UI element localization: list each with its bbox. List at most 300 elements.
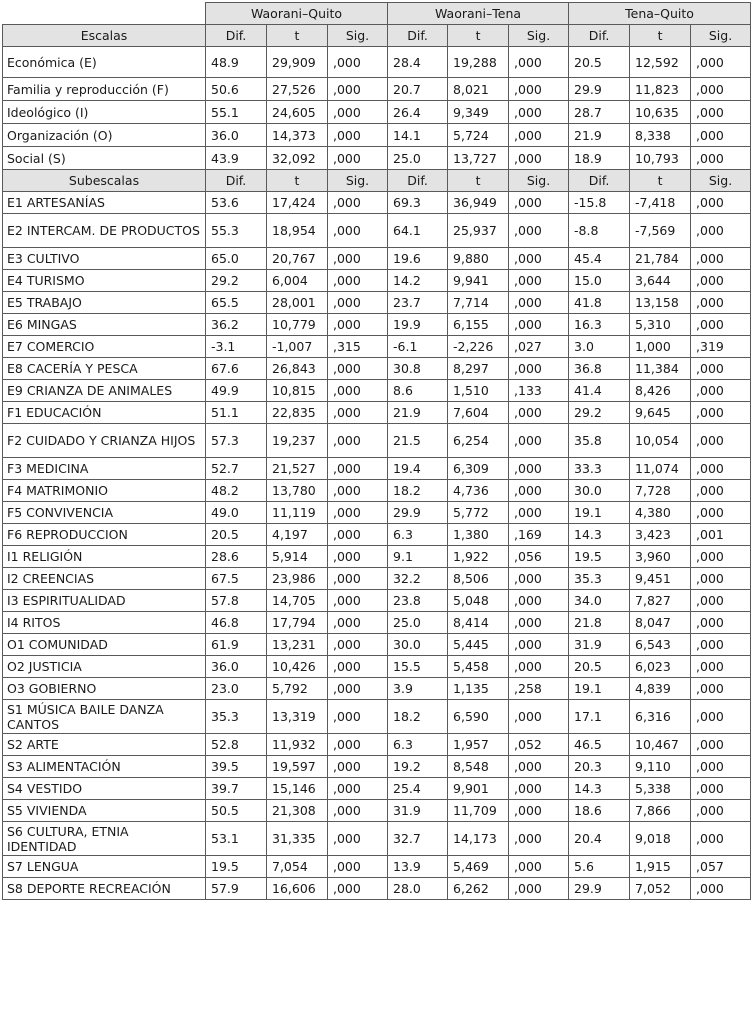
cell-dif: 51.1 [206, 402, 267, 424]
cell-sig: ,000 [509, 700, 569, 734]
cell-dif: 19.1 [569, 502, 630, 524]
cell-sig: ,000 [328, 612, 388, 634]
subscales-header-row [3, 170, 751, 192]
cell-sig: ,000 [328, 634, 388, 656]
subscale-row [3, 800, 751, 822]
cell-sig: ,000 [509, 124, 569, 147]
cell-sig: ,000 [691, 248, 751, 270]
cell-t: 6,155 [448, 314, 509, 336]
group-header-waorani-quito: Waorani–Quito [206, 3, 388, 25]
cell-dif: 28.7 [569, 101, 630, 124]
cell-t: 6,309 [448, 458, 509, 480]
col-header-sig: Sig. [691, 25, 751, 47]
cell-t: 24,605 [267, 101, 328, 124]
cell-sig: ,000 [691, 778, 751, 800]
subscale-row [3, 248, 751, 270]
cell-dif: 29.9 [569, 78, 630, 101]
cell-t: -7,418 [630, 192, 691, 214]
cell-t: 8,548 [448, 756, 509, 778]
cell-t: 10,635 [630, 101, 691, 124]
cell-sig: ,000 [328, 800, 388, 822]
cell-dif: 16.3 [569, 314, 630, 336]
cell-sig: ,000 [691, 214, 751, 248]
cell-sig: ,000 [328, 856, 388, 878]
cell-sig: ,000 [509, 78, 569, 101]
cell-sig: ,000 [328, 214, 388, 248]
cell-t: 6,543 [630, 634, 691, 656]
subscales-body [3, 192, 751, 900]
subscale-row [3, 656, 751, 678]
cell-t: 8,414 [448, 612, 509, 634]
cell-t: 9,451 [630, 568, 691, 590]
row-label: S1 MÚSICA BAILE DANZA CANTOS [3, 700, 206, 734]
row-label: S5 VIVIENDA [3, 800, 206, 822]
cell-sig: ,000 [691, 734, 751, 756]
row-label: O1 COMUNIDAD [3, 634, 206, 656]
scales-body [3, 47, 751, 170]
subscale-row [3, 590, 751, 612]
cell-t: 13,319 [267, 700, 328, 734]
row-label: E6 MINGAS [3, 314, 206, 336]
cell-dif: 41.4 [569, 380, 630, 402]
cell-t: 21,308 [267, 800, 328, 822]
col-header-sig: Sig. [328, 25, 388, 47]
cell-dif: 26.4 [388, 101, 448, 124]
cell-sig: ,000 [691, 147, 751, 170]
cell-dif: 34.0 [569, 590, 630, 612]
cell-t: 9,901 [448, 778, 509, 800]
col-header-t: t [630, 170, 691, 192]
cell-t: 6,004 [267, 270, 328, 292]
col-header-dif: Dif. [388, 25, 448, 47]
subscale-row [3, 678, 751, 700]
cell-dif: 36.0 [206, 124, 267, 147]
cell-sig: ,000 [328, 778, 388, 800]
row-label: Ideológico (I) [3, 101, 206, 124]
cell-dif: 61.9 [206, 634, 267, 656]
cell-dif: 21.9 [569, 124, 630, 147]
cell-dif: 5.6 [569, 856, 630, 878]
col-header-sig: Sig. [691, 170, 751, 192]
cell-sig: ,000 [328, 546, 388, 568]
cell-dif: 29.2 [569, 402, 630, 424]
cell-dif: 3.0 [569, 336, 630, 358]
cell-dif: 57.3 [206, 424, 267, 458]
cell-t: -2,226 [448, 336, 509, 358]
cell-dif: 14.1 [388, 124, 448, 147]
cell-dif: 25.0 [388, 147, 448, 170]
cell-dif: 28.4 [388, 47, 448, 78]
cell-t: 9,349 [448, 101, 509, 124]
corner-cell [3, 3, 206, 25]
cell-t: 14,373 [267, 124, 328, 147]
cell-t: 10,426 [267, 656, 328, 678]
cell-t: 9,941 [448, 270, 509, 292]
cell-t: 5,724 [448, 124, 509, 147]
cell-t: 7,604 [448, 402, 509, 424]
row-label: S8 DEPORTE RECREACIÓN [3, 878, 206, 900]
cell-sig: ,000 [328, 524, 388, 546]
subscale-row [3, 402, 751, 424]
subscale-row [3, 546, 751, 568]
cell-sig: ,000 [691, 192, 751, 214]
cell-sig: ,000 [509, 292, 569, 314]
cell-sig: ,000 [328, 502, 388, 524]
cell-t: 1,922 [448, 546, 509, 568]
cell-dif: 3.9 [388, 678, 448, 700]
cell-dif: -8.8 [569, 214, 630, 248]
cell-t: 31,335 [267, 822, 328, 856]
cell-sig: ,000 [691, 101, 751, 124]
scale-row [3, 78, 751, 101]
comparison-table [2, 2, 751, 900]
subscales-label: Subescalas [3, 170, 206, 192]
cell-sig: ,000 [328, 568, 388, 590]
cell-t: 13,158 [630, 292, 691, 314]
cell-t: 8,426 [630, 380, 691, 402]
cell-sig: ,000 [509, 248, 569, 270]
cell-dif: 48.9 [206, 47, 267, 78]
cell-dif: 6.3 [388, 734, 448, 756]
row-label: E3 CULTIVO [3, 248, 206, 270]
cell-t: 7,714 [448, 292, 509, 314]
cell-sig: ,000 [328, 402, 388, 424]
cell-t: 14,705 [267, 590, 328, 612]
cell-t: 12,592 [630, 47, 691, 78]
cell-dif: 14.3 [569, 778, 630, 800]
cell-dif: 19.1 [569, 678, 630, 700]
row-label: E2 INTERCAM. DE PRODUCTOS [3, 214, 206, 248]
cell-sig: ,000 [328, 147, 388, 170]
cell-dif: 17.1 [569, 700, 630, 734]
cell-sig: ,000 [509, 192, 569, 214]
cell-dif: 48.2 [206, 480, 267, 502]
cell-dif: 35.3 [569, 568, 630, 590]
cell-sig: ,000 [509, 458, 569, 480]
cell-sig: ,000 [691, 656, 751, 678]
cell-sig: ,000 [509, 480, 569, 502]
cell-sig: ,000 [691, 800, 751, 822]
cell-t: 4,839 [630, 678, 691, 700]
cell-t: 29,909 [267, 47, 328, 78]
cell-sig: ,000 [328, 656, 388, 678]
subscales-header [3, 170, 751, 192]
cell-dif: 18.6 [569, 800, 630, 822]
cell-sig: ,000 [328, 678, 388, 700]
cell-sig: ,000 [509, 270, 569, 292]
cell-sig: ,000 [328, 424, 388, 458]
cell-t: 6,262 [448, 878, 509, 900]
cell-sig: ,000 [509, 656, 569, 678]
cell-sig: ,056 [509, 546, 569, 568]
cell-dif: 18.9 [569, 147, 630, 170]
cell-sig: ,000 [328, 248, 388, 270]
cell-sig: ,000 [509, 634, 569, 656]
subscale-row [3, 778, 751, 800]
cell-t: 5,469 [448, 856, 509, 878]
subscale-row [3, 480, 751, 502]
cell-sig: ,000 [509, 878, 569, 900]
cell-t: 9,880 [448, 248, 509, 270]
cell-sig: ,000 [509, 424, 569, 458]
cell-dif: 21.8 [569, 612, 630, 634]
col-header-dif: Dif. [569, 25, 630, 47]
cell-dif: 19.6 [388, 248, 448, 270]
cell-t: 21,527 [267, 458, 328, 480]
cell-dif: 45.4 [569, 248, 630, 270]
row-label: F2 CUIDADO Y CRIANZA HIJOS [3, 424, 206, 458]
cell-dif: 67.6 [206, 358, 267, 380]
cell-sig: ,000 [328, 47, 388, 78]
cell-sig: ,000 [328, 734, 388, 756]
cell-t: 5,772 [448, 502, 509, 524]
cell-dif: 19.5 [569, 546, 630, 568]
row-label: E1 ARTESANÍAS [3, 192, 206, 214]
cell-t: 15,146 [267, 778, 328, 800]
cell-t: 1,915 [630, 856, 691, 878]
col-header-t: t [267, 25, 328, 47]
cell-sig: ,000 [509, 568, 569, 590]
cell-t: 5,048 [448, 590, 509, 612]
cell-sig: ,000 [328, 314, 388, 336]
group-header-waorani-tena: Waorani–Tena [388, 3, 569, 25]
cell-dif: 21.9 [388, 402, 448, 424]
cell-t: 11,932 [267, 734, 328, 756]
cell-dif: 15.5 [388, 656, 448, 678]
cell-t: 1,000 [630, 336, 691, 358]
cell-t: 1,510 [448, 380, 509, 402]
subscale-row [3, 568, 751, 590]
cell-sig: ,000 [509, 856, 569, 878]
subscale-row [3, 270, 751, 292]
cell-t: 21,784 [630, 248, 691, 270]
cell-sig: ,000 [509, 358, 569, 380]
cell-dif: 57.9 [206, 878, 267, 900]
cell-sig: ,000 [691, 480, 751, 502]
cell-t: 10,793 [630, 147, 691, 170]
cell-t: 36,949 [448, 192, 509, 214]
cell-sig: ,000 [328, 380, 388, 402]
cell-sig: ,000 [509, 612, 569, 634]
cell-t: 3,423 [630, 524, 691, 546]
col-header-sig: Sig. [509, 25, 569, 47]
cell-sig: ,000 [691, 700, 751, 734]
cell-sig: ,000 [509, 590, 569, 612]
cell-t: 7,827 [630, 590, 691, 612]
cell-sig: ,000 [328, 124, 388, 147]
cell-dif: 30.0 [388, 634, 448, 656]
cell-t: 11,384 [630, 358, 691, 380]
col-header-t: t [267, 170, 328, 192]
cell-sig: ,000 [509, 147, 569, 170]
cell-t: 18,954 [267, 214, 328, 248]
cell-t: 22,835 [267, 402, 328, 424]
cell-dif: 25.4 [388, 778, 448, 800]
cell-sig: ,000 [509, 756, 569, 778]
col-header-t: t [630, 25, 691, 47]
cell-sig: ,000 [509, 822, 569, 856]
cell-dif: 39.7 [206, 778, 267, 800]
cell-sig: ,000 [328, 358, 388, 380]
subscale-row [3, 756, 751, 778]
cell-t: 5,914 [267, 546, 328, 568]
cell-sig: ,000 [509, 778, 569, 800]
cell-dif: 23.7 [388, 292, 448, 314]
cell-dif: 55.3 [206, 214, 267, 248]
cell-dif: 23.0 [206, 678, 267, 700]
row-label: Familia y reproducción (F) [3, 78, 206, 101]
cell-sig: ,000 [328, 458, 388, 480]
subscale-row [3, 734, 751, 756]
cell-sig: ,000 [328, 756, 388, 778]
cell-sig: ,000 [328, 822, 388, 856]
cell-t: 10,467 [630, 734, 691, 756]
cell-t: 7,866 [630, 800, 691, 822]
col-header-t: t [448, 170, 509, 192]
cell-sig: ,000 [691, 424, 751, 458]
cell-dif: 52.7 [206, 458, 267, 480]
cell-sig: ,000 [509, 314, 569, 336]
cell-sig: ,000 [691, 678, 751, 700]
cell-dif: 65.5 [206, 292, 267, 314]
col-header-sig: Sig. [328, 170, 388, 192]
cell-t: 19,237 [267, 424, 328, 458]
cell-t: 5,445 [448, 634, 509, 656]
cell-dif: 69.3 [388, 192, 448, 214]
cell-sig: ,000 [691, 878, 751, 900]
cell-dif: 57.8 [206, 590, 267, 612]
col-header-dif: Dif. [388, 170, 448, 192]
row-label: F1 EDUCACIÓN [3, 402, 206, 424]
cell-sig: ,052 [509, 734, 569, 756]
cell-t: 6,590 [448, 700, 509, 734]
cell-t: 25,937 [448, 214, 509, 248]
cell-sig: ,169 [509, 524, 569, 546]
subscale-row [3, 524, 751, 546]
cell-t: 9,018 [630, 822, 691, 856]
cell-sig: ,000 [328, 878, 388, 900]
col-header-t: t [448, 25, 509, 47]
cell-dif: 20.3 [569, 756, 630, 778]
cell-t: 10,815 [267, 380, 328, 402]
cell-t: 6,023 [630, 656, 691, 678]
cell-sig: ,000 [691, 634, 751, 656]
cell-sig: ,000 [691, 314, 751, 336]
subscale-row [3, 634, 751, 656]
cell-dif: 30.0 [569, 480, 630, 502]
cell-t: 9,645 [630, 402, 691, 424]
cell-dif: 13.9 [388, 856, 448, 878]
scale-row [3, 101, 751, 124]
cell-t: 26,843 [267, 358, 328, 380]
cell-t: 14,173 [448, 822, 509, 856]
cell-dif: 65.0 [206, 248, 267, 270]
cell-dif: 36.0 [206, 656, 267, 678]
cell-sig: ,000 [691, 358, 751, 380]
cell-dif: 67.5 [206, 568, 267, 590]
cell-dif: 32.7 [388, 822, 448, 856]
subscale-row [3, 380, 751, 402]
cell-dif: 46.5 [569, 734, 630, 756]
cell-sig: ,000 [328, 700, 388, 734]
cell-t: -1,007 [267, 336, 328, 358]
row-label: S4 VESTIDO [3, 778, 206, 800]
cell-sig: ,000 [328, 101, 388, 124]
cell-sig: ,258 [509, 678, 569, 700]
cell-dif: 9.1 [388, 546, 448, 568]
cell-dif: 29.9 [388, 502, 448, 524]
cell-t: 1,135 [448, 678, 509, 700]
row-label: Organización (O) [3, 124, 206, 147]
cell-t: 3,960 [630, 546, 691, 568]
cell-dif: 32.2 [388, 568, 448, 590]
cell-dif: 50.6 [206, 78, 267, 101]
cell-t: 11,119 [267, 502, 328, 524]
subscale-row [3, 856, 751, 878]
cell-dif: 49.0 [206, 502, 267, 524]
cell-sig: ,000 [691, 402, 751, 424]
cell-t: 16,606 [267, 878, 328, 900]
row-label: I2 CREENCIAS [3, 568, 206, 590]
cell-dif: 50.5 [206, 800, 267, 822]
cell-t: 8,506 [448, 568, 509, 590]
row-label: F6 REPRODUCCION [3, 524, 206, 546]
row-label: I3 ESPIRITUALIDAD [3, 590, 206, 612]
cell-dif: 21.5 [388, 424, 448, 458]
cell-dif: 14.2 [388, 270, 448, 292]
cell-dif: -3.1 [206, 336, 267, 358]
cell-dif: 30.8 [388, 358, 448, 380]
subscale-row [3, 612, 751, 634]
cell-sig: ,000 [691, 590, 751, 612]
cell-dif: 64.1 [388, 214, 448, 248]
cell-dif: 15.0 [569, 270, 630, 292]
cell-sig: ,027 [509, 336, 569, 358]
cell-dif: 35.3 [206, 700, 267, 734]
cell-sig: ,000 [691, 546, 751, 568]
cell-t: 1,957 [448, 734, 509, 756]
cell-dif: 28.0 [388, 878, 448, 900]
row-label: E5 TRABAJO [3, 292, 206, 314]
cell-t: 17,794 [267, 612, 328, 634]
subscale-row [3, 214, 751, 248]
cell-dif: 36.8 [569, 358, 630, 380]
cell-t: 20,767 [267, 248, 328, 270]
subscale-row [3, 502, 751, 524]
cell-t: 13,780 [267, 480, 328, 502]
cell-t: 11,823 [630, 78, 691, 101]
cell-dif: 20.5 [206, 524, 267, 546]
cell-sig: ,000 [691, 270, 751, 292]
cell-sig: ,319 [691, 336, 751, 358]
col-header-sig: Sig. [509, 170, 569, 192]
row-label: S7 LENGUA [3, 856, 206, 878]
cell-dif: 43.9 [206, 147, 267, 170]
cell-dif: 46.8 [206, 612, 267, 634]
row-label: F3 MEDICINA [3, 458, 206, 480]
cell-t: 19,288 [448, 47, 509, 78]
row-label: E8 CACERÍA Y PESCA [3, 358, 206, 380]
cell-sig: ,000 [328, 78, 388, 101]
row-label: F4 MATRIMONIO [3, 480, 206, 502]
cell-dif: 52.8 [206, 734, 267, 756]
cell-sig: ,000 [691, 380, 751, 402]
scale-row [3, 47, 751, 78]
cell-t: 10,054 [630, 424, 691, 458]
cell-sig: ,000 [509, 800, 569, 822]
cell-sig: ,000 [691, 756, 751, 778]
cell-dif: 28.6 [206, 546, 267, 568]
